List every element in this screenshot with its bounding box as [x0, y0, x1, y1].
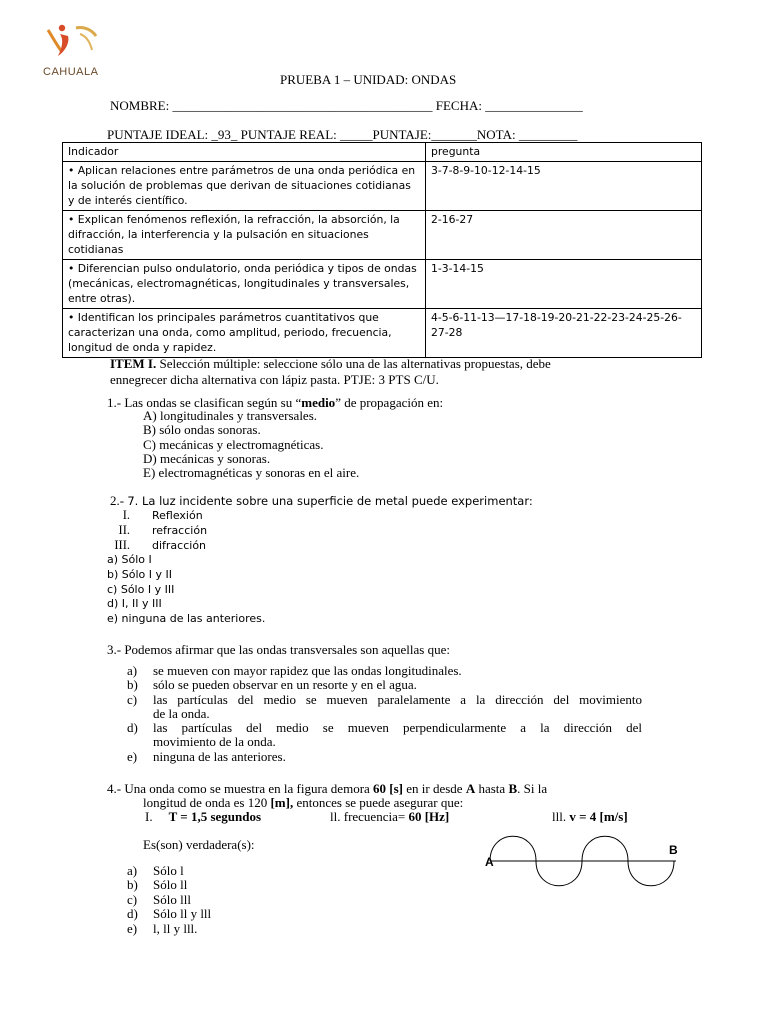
answer-option[interactable]: c) las partículas del medio se mueven paralelamente a la dirección del movimiento de la onda.: [127, 691, 642, 721]
answer-option[interactable]: d) Sólo ll y lll: [127, 906, 212, 922]
table-row: [63, 162, 702, 211]
question-2-statements: I. Reflexión II. refracción III. difracción: [114, 508, 208, 552]
indicator-cell: • Aplican relaciones entre parámetros de una onda periódica en la solución de problemas que derivan de situaciones cotidianas y de interés científico.: [63, 162, 426, 211]
answer-option[interactable]: e) ninguna de las anteriores.: [127, 748, 286, 764]
answer-option[interactable]: e) ninguna de las anteriores.: [107, 612, 266, 626]
name-date-line: NOMBRE: ________________________________________ FECHA: _______________: [110, 98, 583, 113]
table-row: [63, 211, 702, 260]
question-cell: 1-3-14-15: [426, 260, 702, 309]
question-4-line-2: longitud de onda es 120 [m], entonces se puede asegurar que:: [143, 795, 464, 810]
question-3: 3.- Podemos afirmar que las ondas transversales son aquellas que:: [107, 642, 450, 657]
item-instruction: ITEM I. Selección múltiple: seleccione sólo una de las alternativas propuestas, debe: [110, 356, 551, 371]
logo-emblem-icon: [40, 22, 102, 66]
answer-option[interactable]: C) mecánicas y electromagnéticas.: [143, 436, 324, 452]
table-row: [63, 309, 702, 358]
question-4-line-1: 4.- Una onda como se muestra en la figura demora 60 [s] en ir desde A hasta B. Si la: [107, 781, 548, 796]
question-4-statement-3: lll. v = 4 [m/s]: [552, 809, 628, 824]
answer-option[interactable]: d) las partículas del medio se mueven perpendicularmente a la dirección del movimiento de la onda.: [127, 720, 642, 750]
table-header-indicator: Indicador: [63, 143, 426, 162]
question-4-options: [127, 864, 211, 936]
score-line: PUNTAJE IDEAL: _93_ PUNTAJE REAL: _____PUNTAJE:_______NOTA: _________: [107, 127, 578, 142]
question-4-statement-1: I. T = 1,5 segundos: [145, 809, 262, 824]
answer-option[interactable]: a) Sólo I: [107, 553, 152, 566]
wave-figure: [478, 818, 698, 898]
question-cell: 4-5-6-11-13—17-18-19-20-21-22-23-24-25-26-27-28: [426, 309, 702, 358]
wave-label-b: B: [669, 843, 678, 857]
question-cell: 2-16-27: [426, 211, 702, 260]
school-name: CAHUALA: [43, 66, 99, 78]
indicator-cell: • Diferencian pulso ondulatorio, onda periódica y tipos de ondas (mecánicas, electromagnéticas, longitudinales y transversales, entre otras).: [63, 260, 426, 309]
indicator-cell: • Identifican los principales parámetros cuantitativos que caracterizan una onda, como amplitud, periodo, frecuencia, longitud de onda y rapidez.: [63, 309, 426, 358]
wave-label-a: A: [485, 855, 494, 869]
table-row: [63, 260, 702, 309]
indicator-cell: • Explican fenómenos reflexión, la refracción, la absorción, la difracción, la interferencia y la pulsación en situaciones cotidianas: [63, 211, 426, 260]
answer-option[interactable]: d) I, II y III: [107, 597, 162, 611]
answer-option[interactable]: a) se mueven con mayor rapidez que las ondas longitudinales.: [127, 663, 462, 678]
answer-option[interactable]: b) Sólo I y II: [107, 567, 173, 581]
answer-option[interactable]: B) sólo ondas sonoras.: [143, 422, 261, 438]
answer-option[interactable]: b) Sólo ll: [127, 877, 188, 893]
page-title: PRUEBA 1 – UNIDAD: ONDAS: [280, 72, 457, 87]
question-cell: 3-7-8-9-10-12-14-15: [426, 162, 702, 211]
question-1-options: [143, 409, 359, 480]
question-4-statement-2: ll. frecuencia= 60 [Hz]: [330, 809, 450, 824]
question-2: 2.- 7. La luz incidente sobre una superficie de metal puede experimentar:: [110, 493, 533, 508]
answer-option[interactable]: e) l, ll y lll.: [127, 920, 198, 936]
item-instruction-line-2: ennegrecer dicha alternativa con lápiz pasta. PTJE: 3 PTS C/U.: [110, 372, 439, 387]
answer-option[interactable]: b) sólo se pueden observar en un resorte y en el agua.: [127, 677, 417, 693]
answer-option[interactable]: E) electromagnéticas y sonoras en el aire.: [143, 465, 360, 481]
answer-option[interactable]: D) mecánicas y sonoras.: [143, 450, 271, 466]
question-4-true-label: Es(son) verdadera(s):: [143, 837, 255, 852]
question-2-options: [107, 553, 265, 627]
answer-option[interactable]: A) longitudinales y transversales.: [143, 408, 318, 423]
answer-option[interactable]: a) Sólo l: [127, 863, 184, 878]
question-1: 1.- Las ondas se clasifican según su “medio” de propagación en:: [107, 395, 444, 410]
question-3-options: [127, 664, 642, 764]
answer-option[interactable]: c) Sólo lll: [127, 891, 191, 907]
table-header-question: pregunta: [426, 143, 702, 162]
answer-option[interactable]: c) Sólo I y III: [107, 582, 175, 596]
item-label: ITEM I.: [110, 356, 157, 371]
indicator-table: [62, 142, 702, 358]
